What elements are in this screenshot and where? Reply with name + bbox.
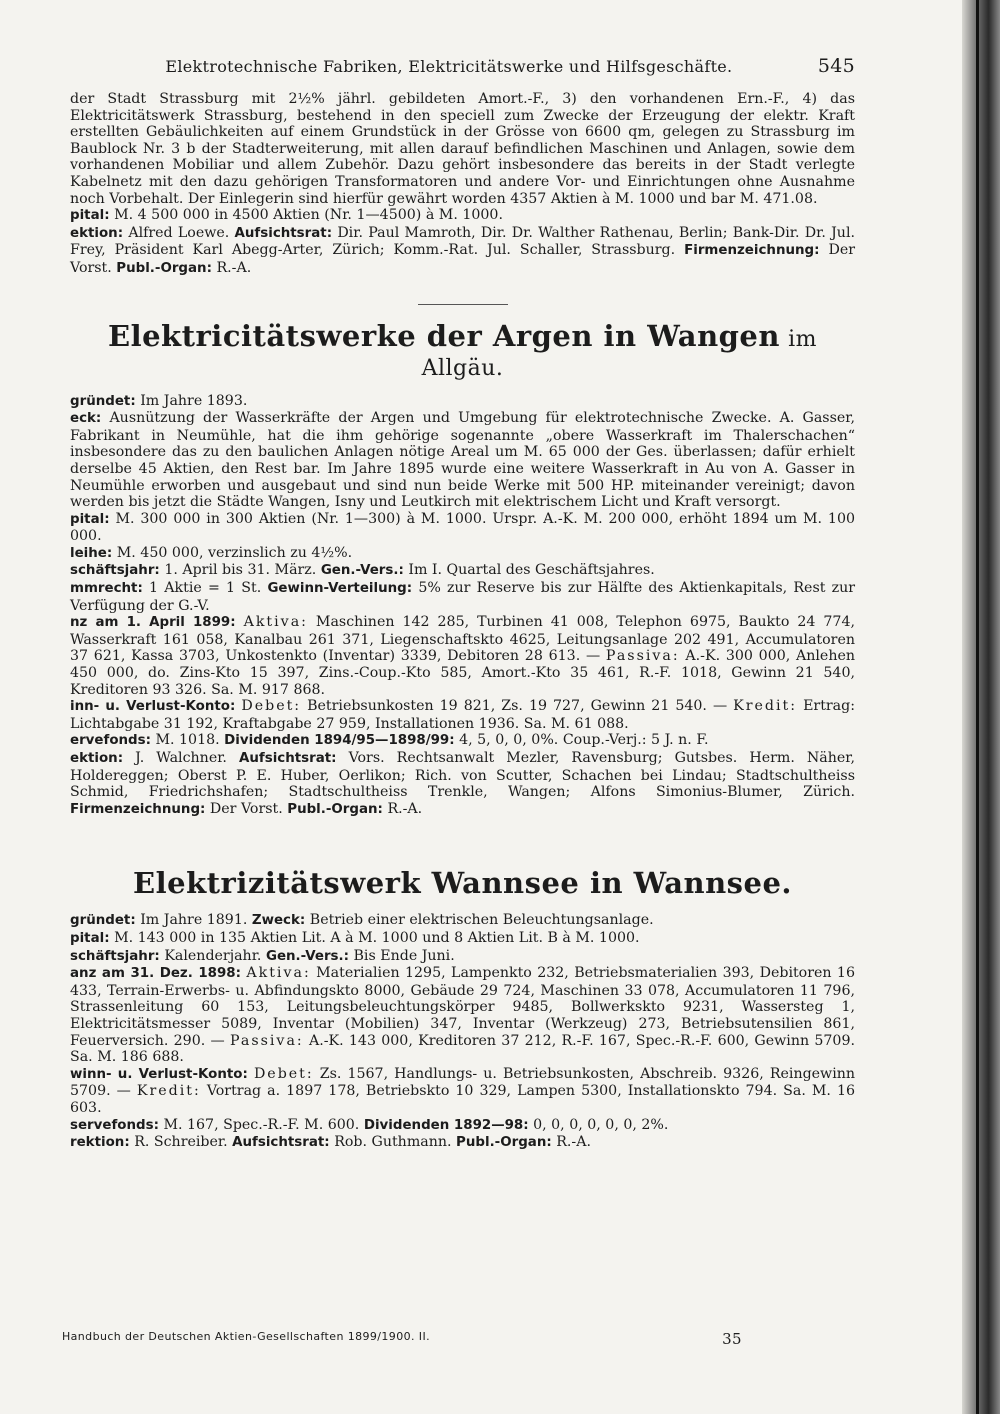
aktiva-text: Maschinen 142 285, Turbinen 41 008, Telephon 6975, Baukto 24 774, Wasserkraft 161 058, Kanalbau 261 371, Liegenschaftskto 4625, Leitungsanlage 202 491, Accumulatoren 37 621, Kassa 3703, Unkostenkto (Inventar) 3339, Debitoren 28 613. — (70, 614, 855, 665)
continued-direktion (70, 225, 855, 278)
kapital-label: pital: (70, 208, 110, 224)
reserve-line (70, 1117, 855, 1135)
document-page (70, 55, 855, 1152)
aufsichtsrat-text: Dir. Paul Mamroth, Dir. Dr. Walther Rathenau, Berlin; Bank-Dir. Dr. Jul. Frey, Präsident Karl Abegg-Arter, Zürich; Komm.-Rat. Jul. Schaller, Strassburg. (70, 224, 855, 259)
entry-wannsee (70, 866, 855, 1151)
zweck-text: Ausnützung der Wasserkräfte der Argen und Umgebung für elektrotechnische Zwecke. A. Gasser, Fabrikant in Neumühle, hat die ihm gehörige sogenannte „obere Wasserkraft im Thalerschachen“ insbesondere das zu den baulichen Anlagen nötige Areal um M. 65 000 der Ges. überlassen; dafür erhielt derselbe 45 Aktien, den Rest bar. Im Jahre 1895 wurde eine weitere Wasserkraft in Au von A. Gasser in Neumühle erworben und ausgebaut und sind nun beide Werke mit 500 HP. miteinander vereinigt; davon werden bis jetzt die Städte Wangen, Isny und Leutkirch mit elektrischem Licht und Kraft versorgt. (70, 410, 855, 511)
kapital-line (70, 930, 855, 948)
gegruendet-line (70, 393, 855, 411)
kredit-label: Kredit: (136, 1083, 201, 1100)
aufsichtsrat-text: Vors. Rechtsanwalt Mezler, Ravensburg; Gutsbes. Herm. Näher, Holdereggen; Oberst P. E. Huber, Oerlikon; Rich. von Scutter, Schachen bei Lindau; Stadtschultheiss Schmid, Friedrichshafen; Stadtschultheiss Trenkle, Wangen; Alfons Simonius-Blumer, Zürich. (70, 750, 856, 801)
direktion-line (70, 750, 855, 818)
stimmrecht-label: mmrecht: (70, 581, 143, 597)
passiva-label: Passiva: (605, 648, 680, 665)
reserve-line (70, 732, 855, 750)
genvers-text: Bis Ende Juni. (353, 947, 455, 964)
section-divider (418, 304, 508, 305)
gewinn-label: Gewinn-Verteilung: (267, 581, 413, 597)
publ-label: Publ.-Organ: (456, 1135, 552, 1151)
reserve-text: M. 167, Spec.-R.-F. M. 600. (163, 1116, 360, 1133)
running-head (70, 55, 855, 91)
publ-text: R.-A. (556, 1134, 591, 1151)
anleihe-label: leihe: (70, 545, 113, 561)
running-head-title: Elektrotechnische Fabriken, Elektricitätswerke und Hilfsgeschäfte. (165, 57, 733, 76)
reserve-text: M. 1018. (155, 732, 220, 749)
kredit-text: Ertrag: Lichtabgabe 31 192, Kraftabgabe 27 959, Installationen 1936. Sa. M. 61 088. (70, 698, 856, 732)
continued-intro: der Stadt Strassburg mit 2½% jährl. gebildeten Amort.-F., 3) den vorhandenen Ern.-F., 4) das Elektricitätswerk Strassburg, bestehend in den speciell zum Zwecke der Erzeugung der elektr. Kraft erstellten Gebäulichkeiten auf einem Grundstück in der Grösse von 6600 qm, gelegen zu Strassburg im Baublock Nr. 3 b der Stadterweiterung, mit allen darauf befindlichen Maschinen und Anlagen, sowie dem vorhandenen Mobiliar und allem Zubehör. Dazu gehört insbesondere das bereits in der Stadt verlegte Kabelnetz mit den dazu gehörigen Transformatoren und andere Vor- und Einrichtungen ohne Ausnahme noch Vorbehalt. Der Einlegerin sind hierfür gewährt worden 4357 Aktien à M. 1000 und bar M. 471.08. (70, 91, 855, 207)
entry-title-sub: im Allgäu. (421, 326, 818, 381)
passiva-label: Passiva: (229, 1032, 304, 1049)
stimmrecht-line (70, 580, 855, 614)
direktion-label: rektion: (70, 1135, 130, 1151)
anleihe-line (70, 545, 855, 563)
direktion-line (70, 1134, 855, 1152)
genvers-text: Im I. Quartal des Geschäftsjahres. (408, 562, 655, 579)
signature-mark: 35 (722, 1330, 742, 1348)
gegruendet-text: Im Jahre 1893. (140, 392, 248, 409)
gewinn-text: 5% zur Reserve bis zur Hälfte des Aktienkapitals, Rest zur Verfügung der G.-V. (70, 580, 856, 614)
page-footer (62, 1330, 852, 1348)
genvers-label: Gen.-Vers.: (320, 563, 404, 579)
kapital-line (70, 511, 855, 545)
bilanz-label: nz am 1. April 1899: (70, 615, 236, 631)
page-number: 545 (817, 55, 855, 77)
direktion-label: ektion: (70, 751, 124, 766)
geschaeftsjahr-label: schäftsjahr: (70, 948, 160, 964)
entry-title (70, 319, 855, 381)
guv-label: inn- u. Verlust-Konto: (70, 699, 236, 715)
passiva-text: A.-K. 300 000, Anlehen 450 000, do. Zins-Kto 15 397, Zins.-Coup.-Kto 585, Amort.-Kto 35 461, R.-F. 1018, Gewinn 21 540, Kreditoren 93 326. Sa. M. 917 868. (70, 648, 855, 698)
continued-entry (70, 91, 855, 278)
aktiva-label: Aktiva: (243, 614, 308, 631)
footer-title: Handbuch der Deutschen Aktien-Gesellschaften 1899/1900. II. (62, 1330, 430, 1343)
debet-label: Debet: (253, 1065, 314, 1082)
entry-title-main: Elektricitätswerke der Argen in Wangen (107, 318, 780, 353)
aktiva-text: Materialien 1295, Lampenkto 232, Betriebsmaterialien 393, Debitoren 16 433, Terrain-Erwerbs- u. Abfindungskto 8000, Gebäude 29 724, Maschinen 33 078, Accumulatoren 11 796, Strassenleitung 60 153, Leitungsbeleuchtungskörper 9485, Bollwerkskto 9231, Wassersteg 1, Elektricitätsmesser 5089, Inventar (Mobilien) 347, Inventar (Werkzeug) 273, Betriebsutensilien 861, Feuerversich. 290. — (70, 965, 855, 1049)
geschaeftsjahr-line (70, 948, 855, 966)
publ-label: Publ.-Organ: (116, 260, 212, 276)
publ-text: R.-A. (216, 259, 252, 276)
dividenden-text: 0, 0, 0, 0, 0, 0, 2%. (533, 1116, 669, 1133)
debet-text: Betriebsunkosten 19 821, Zs. 19 727, Gewinn 21 540. — (307, 698, 728, 715)
stimmrecht-text: 1 Aktie = 1 St. (149, 580, 262, 597)
dividenden-text: 4, 5, 0, 0, 0%. Coup.-Verj.: 5 J. n. F. (459, 732, 709, 749)
genvers-label: Gen.-Vers.: (265, 948, 349, 964)
gegruendet-label: gründet: (70, 913, 136, 929)
zweck-text: Betrieb einer elektrischen Beleuchtungsanlage. (309, 912, 654, 929)
firmenzeichnung-label: Firmenzeichnung: (684, 243, 820, 259)
aufsichtsrat-label: Aufsichtsrat: (239, 751, 337, 766)
gegruendet-text: Im Jahre 1891. (140, 912, 248, 929)
debet-text: Zs. 1567, Handlungs- u. Betriebsunkosten, Abschreib. 9326, Reingewinn 5709. — (70, 1065, 856, 1100)
zweck-label: eck: (70, 411, 102, 427)
guv-label: winn- u. Verlust-Konto: (70, 1066, 248, 1082)
bilanz-line (70, 614, 855, 698)
kredit-label: Kredit: (733, 698, 798, 715)
guv-line (70, 1066, 855, 1117)
gegruendet-line (70, 912, 855, 930)
anleihe-text: M. 450 000, verzinslich zu 4½%. (116, 544, 353, 561)
firmenzeichnung-text: Der Vorst. (70, 242, 856, 276)
direktion-label: ektion: (70, 225, 124, 241)
entry-title (70, 866, 855, 900)
reserve-label: servefonds: (70, 1117, 159, 1133)
firmenzeichnung-text: Der Vorst. (209, 800, 283, 817)
dividenden-label: Dividenden 1894/95—1898/99: (224, 733, 455, 749)
entry-argen (70, 319, 855, 819)
aufsichtsrat-label: Aufsichtsrat: (234, 225, 333, 241)
continued-kapital (70, 207, 855, 225)
kapital-label: pital: (70, 930, 110, 946)
zweck-label: Zweck: (251, 913, 306, 929)
aktiva-label: Aktiva: (246, 965, 311, 982)
direktion-text: J. Walchner. (135, 750, 227, 766)
guv-line (70, 698, 855, 732)
reserve-label: ervefonds: (70, 733, 151, 749)
bilanz-line (70, 965, 855, 1066)
passiva-text: A.-K. 143 000, Kreditoren 37 212, R.-F. 167, Spec.-R.-F. 600, Gewinn 5709. Sa. M. 186 688. (70, 1032, 855, 1066)
kredit-text: Vortrag a. 1897 178, Betriebskto 10 329, Lampen 5300, Installationskto 794. Sa. M. 16 603. (70, 1083, 855, 1116)
zweck-line (70, 410, 855, 511)
entry-title-main: Elektrizitätswerk Wannsee in Wannsee. (133, 866, 792, 901)
kapital-text: M. 4 500 000 in 4500 Aktien (Nr. 1—4500) à M. 1000. (114, 207, 503, 224)
geschaeftsjahr-text: 1. April bis 31. März. (164, 562, 317, 579)
scanned-book-edge (962, 0, 1000, 1414)
section-gap (70, 818, 855, 860)
debet-label: Debet: (241, 698, 302, 715)
dividenden-label: Dividenden 1892—98: (363, 1117, 529, 1133)
gegruendet-label: gründet: (70, 393, 136, 409)
firmenzeichnung-label: Firmenzeichnung: (70, 801, 206, 817)
direktion-text: Alfred Loewe. (128, 224, 230, 241)
geschaeftsjahr-line (70, 562, 855, 580)
aufsichtsrat-label: Aufsichtsrat: (232, 1135, 330, 1151)
kapital-label: pital: (70, 511, 110, 527)
kapital-text: M. 300 000 in 300 Aktien (Nr. 1—300) à M. 1000. Urspr. A.-K. M. 200 000, erhöht 1894 um M. 100 000. (70, 510, 855, 545)
publ-text: R.-A. (387, 800, 423, 817)
publ-label: Publ.-Organ: (287, 801, 383, 817)
kapital-text: M. 143 000 in 135 Aktien Lit. A à M. 1000 und 8 Aktien Lit. B à M. 1000. (114, 929, 640, 946)
geschaeftsjahr-text: Kalenderjahr. (164, 947, 262, 964)
bilanz-label: anz am 31. Dez. 1898: (70, 966, 241, 982)
aufsichtsrat-text: Rob. Guthmann. (334, 1134, 452, 1151)
geschaeftsjahr-label: schäftsjahr: (70, 563, 160, 579)
direktion-text: R. Schreiber. (134, 1134, 228, 1151)
